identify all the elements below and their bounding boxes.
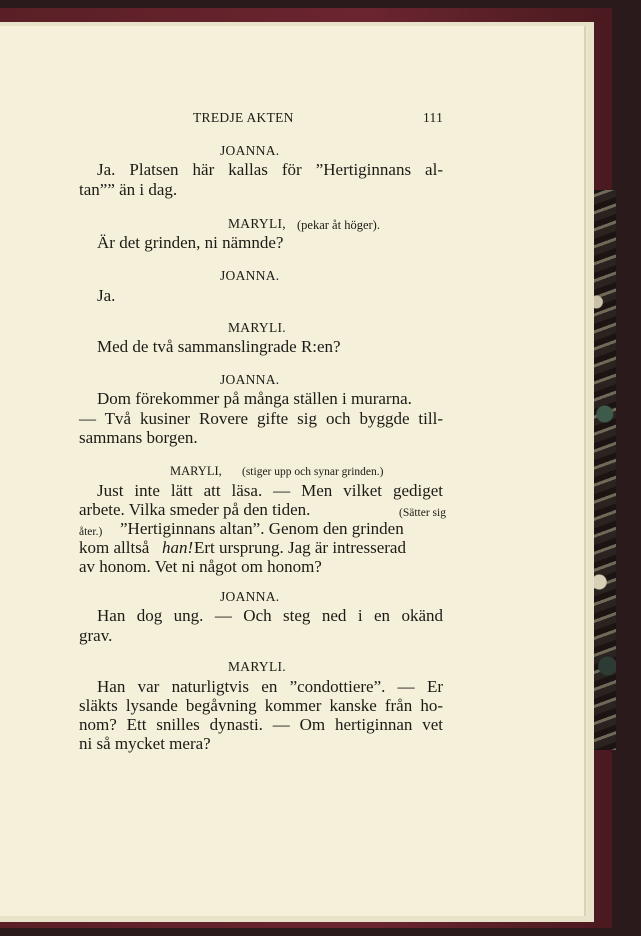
dialogue-line: Just inte lätt att läsa. — Men vilket gediget xyxy=(97,481,443,500)
emphasis-word: han! xyxy=(162,538,194,557)
speaker-name: MARYLI. xyxy=(228,659,286,674)
stage-direction: åter.) xyxy=(79,526,103,538)
stage-direction: (stiger upp och synar grinden.) xyxy=(242,466,384,478)
dialogue-line: ni så mycket mera? xyxy=(79,734,211,753)
dialogue-line: sammans borgen. xyxy=(79,428,198,447)
dialogue-line: Med de två sammanslingrade R:en? xyxy=(97,337,341,356)
dialogue-line: — Två kusiner Rovere gifte sig och byggde till- xyxy=(79,409,443,428)
speaker-name: JOANNA. xyxy=(220,143,280,158)
dialogue-line: Han var naturligtvis en ”condottiere”. — Er xyxy=(97,677,443,696)
dialogue-line: ”Hertiginnans altan”. Genom den grinden xyxy=(120,519,404,538)
speaker-name: JOANNA. xyxy=(220,268,280,283)
dialogue-line: Ja. xyxy=(97,286,116,305)
speaker-name: JOANNA. xyxy=(220,589,280,604)
dialogue-line: tan”” än i dag. xyxy=(79,180,178,199)
dialogue-line: Han dog ung. — Och steg ned i en okänd xyxy=(97,606,443,625)
speaker-name: MARYLI. xyxy=(228,320,286,335)
dialogue-line: grav. xyxy=(79,626,113,645)
dialogue-line: kom alltså xyxy=(79,538,150,557)
dialogue-line: nom? Ett snilles dynasti. — Om hertiginnan vet xyxy=(79,715,443,734)
page-number: 111 xyxy=(423,110,444,125)
dialogue-line: släkts lysande begåvning kommer kanske från ho- xyxy=(79,696,443,715)
dialogue-line: arbete. Vilka smeder på den tiden. xyxy=(79,500,311,519)
speaker-name: JOANNA. xyxy=(220,372,280,387)
stage-direction: (pekar åt höger). xyxy=(297,218,380,232)
dialogue-line: Dom förekommer på många ställen i murarna. xyxy=(97,389,412,408)
speaker-name: MARYLI, xyxy=(170,464,222,478)
running-title: TREDJE AKTEN xyxy=(193,110,294,125)
speaker-name: MARYLI, xyxy=(228,216,286,231)
stage-direction: (Sätter sig xyxy=(399,507,446,519)
dialogue-line: Ert ursprung. Jag är intresserad xyxy=(194,538,406,557)
dialogue-line: Är det grinden, ni nämnde? xyxy=(97,233,284,252)
dialogue-line: av honom. Vet ni något om honom? xyxy=(79,557,322,576)
dialogue-line: Ja. Platsen här kallas för ”Hertiginnans al- xyxy=(97,160,443,179)
